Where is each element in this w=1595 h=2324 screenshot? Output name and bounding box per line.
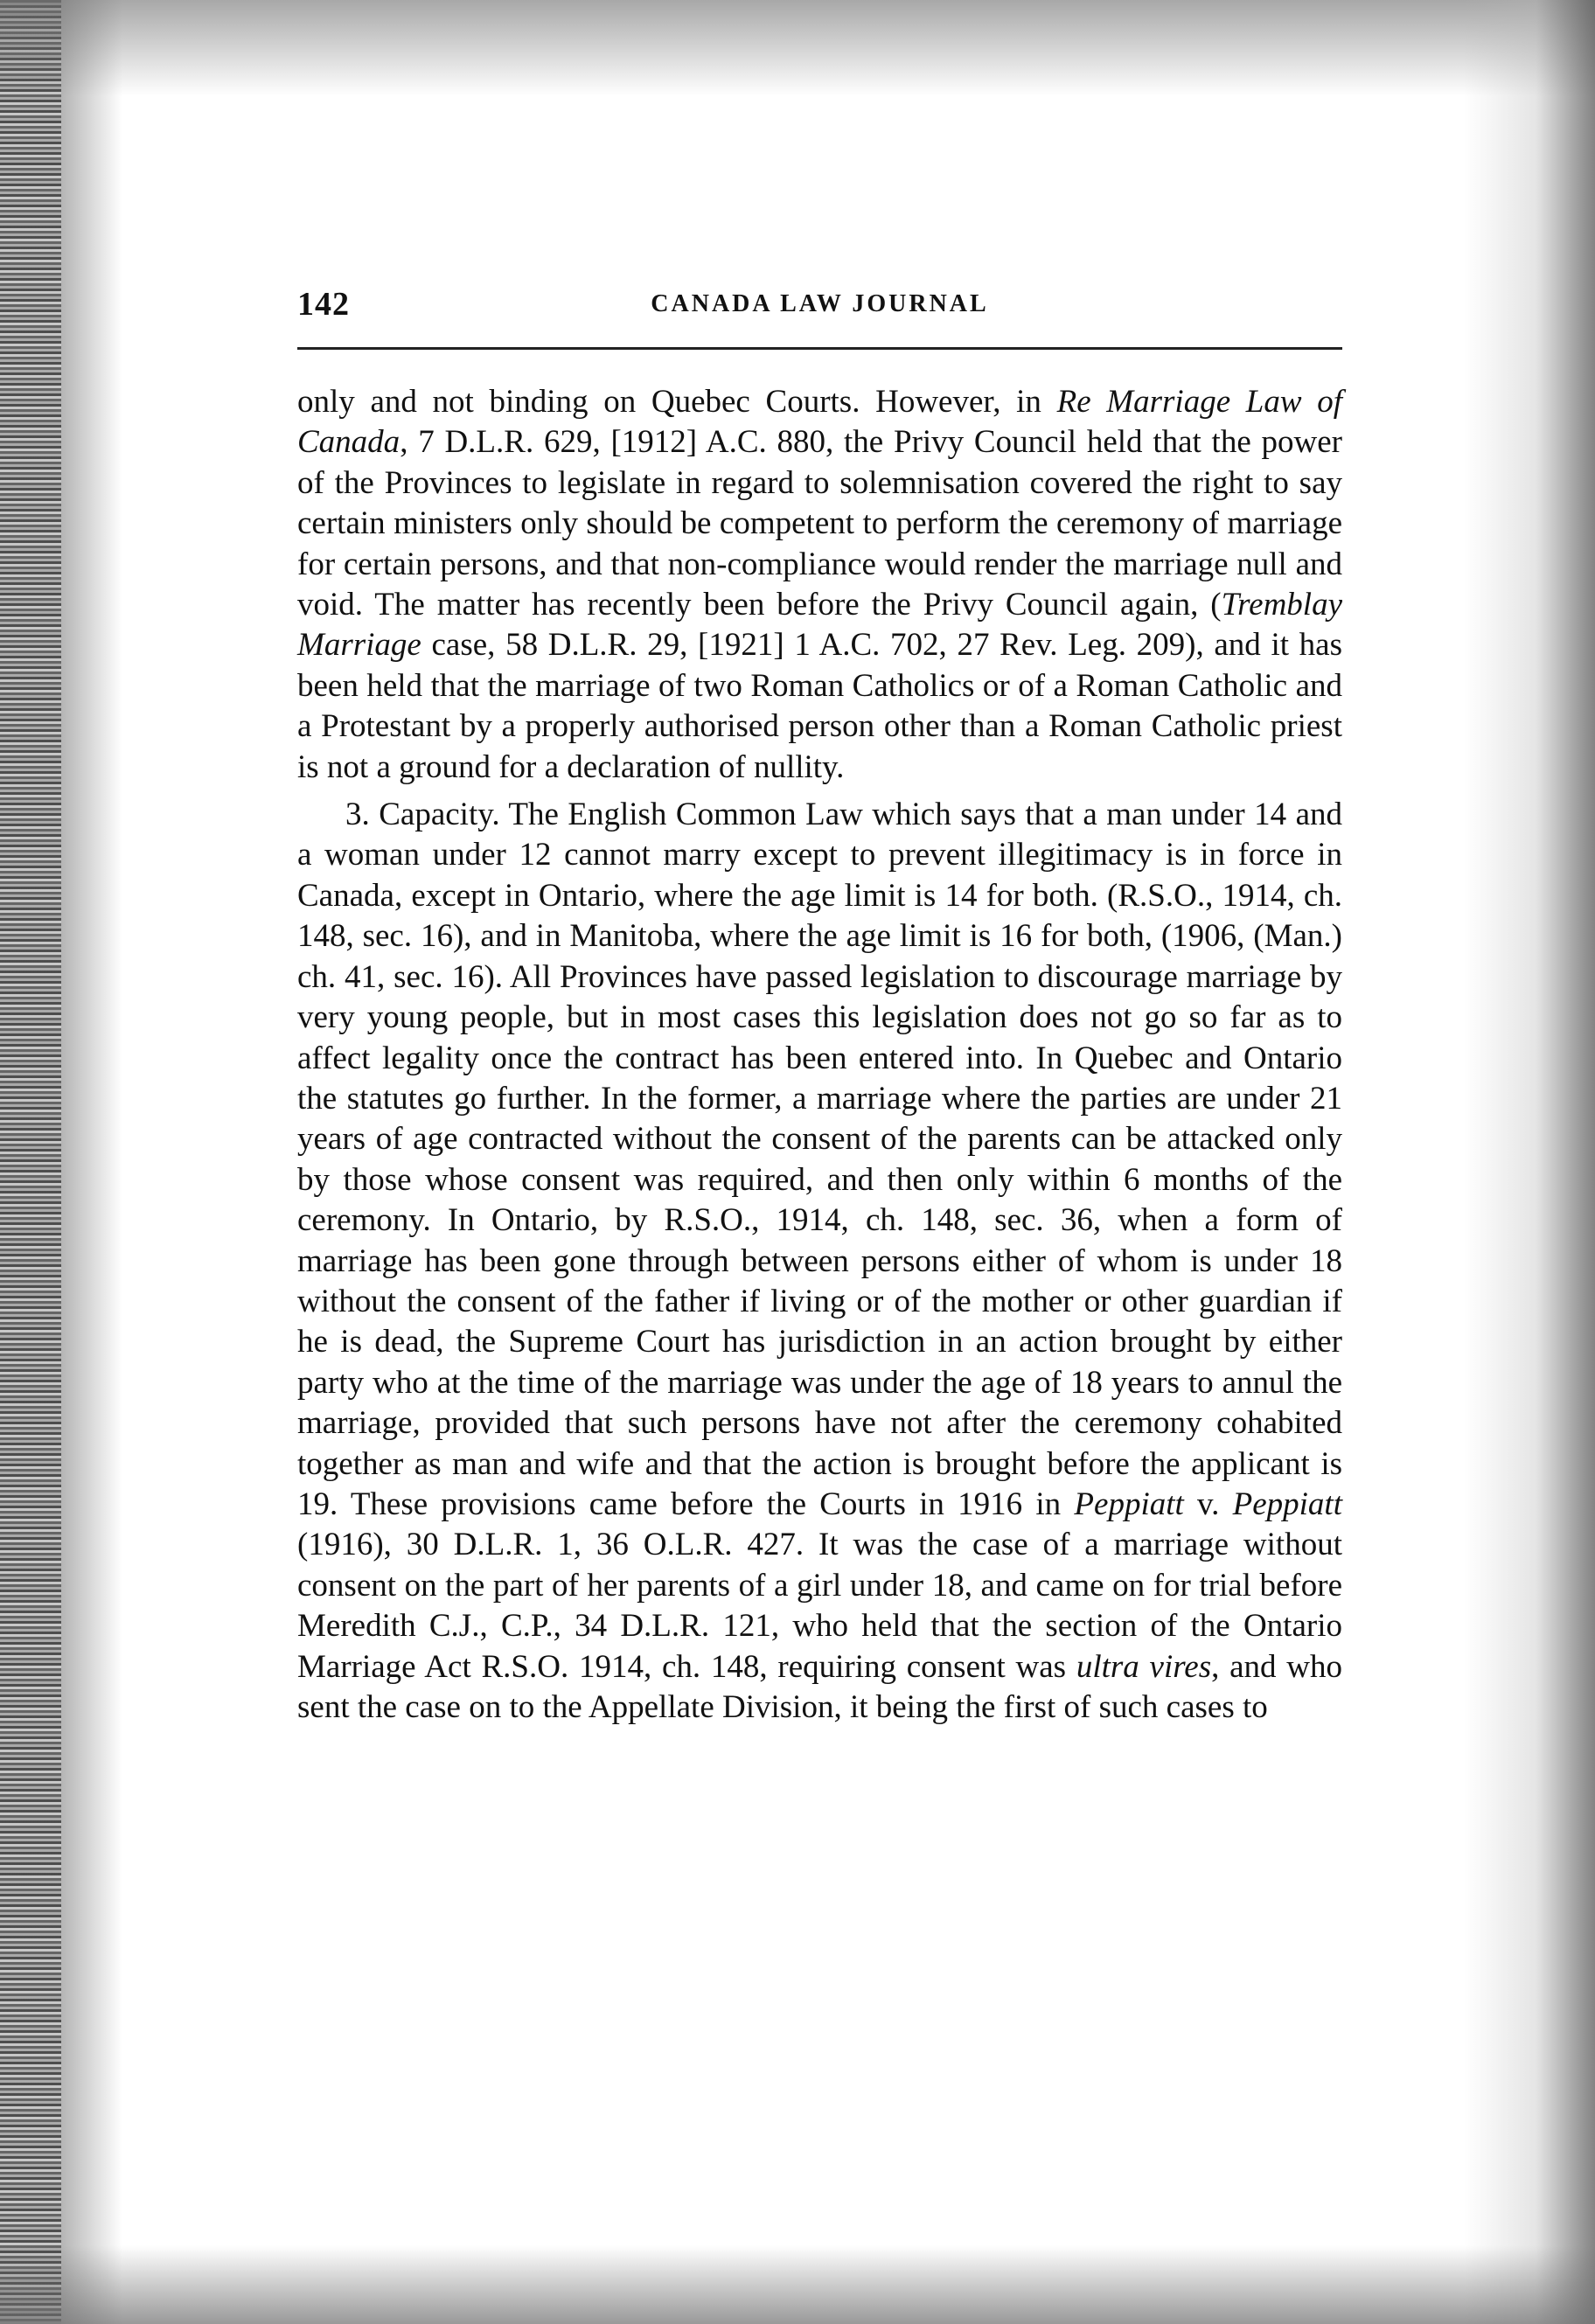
scan-edge-bottom xyxy=(0,2245,1595,2324)
text-run: only and not binding on Quebec Courts. However, in xyxy=(297,384,1057,420)
scan-edge-right xyxy=(1464,0,1595,2324)
scan-shadow-top xyxy=(0,0,1595,96)
text-run: case, 58 D.L.R. 29, [1921] 1 A.C. 702, 27 Rev. Leg. 209), and it has been held that the marriage of two Roman Catholics or of a Roman Catholic and a Protestant by a properly authorised person other than a Roman Catholic priest is not a ground for a declaration of nullity. xyxy=(297,627,1342,785)
page-header xyxy=(297,278,1342,331)
italic-citation: Peppiatt xyxy=(1074,1486,1184,1522)
italic-citation: Tremblay Marriage xyxy=(297,587,1342,664)
text-run: (1916), 30 D.L.R. 1, 36 O.L.R. 427. It was the case of a marriage without consent on the part of her parents of a girl under 18, and came on for trial before Meredith C.J., C.P., 34 D.L.R. 121, who held that the section of the Ontario Marriage Act R.S.O. 1914, ch. 148, requiring consent was xyxy=(297,1527,1342,1685)
italic-citation: ultra vires xyxy=(1076,1648,1212,1685)
body-text xyxy=(297,382,1342,1728)
running-head: CANADA LAW JOURNAL xyxy=(651,290,989,317)
scan-edge-left xyxy=(0,0,61,2324)
page-number: 142 xyxy=(297,286,350,323)
header-rule xyxy=(297,347,1342,350)
text-run: , 7 D.L.R. 629, [1912] A.C. 880, the Privy Council held that the power of the Provinces to legislate in regard to solemnisation covered the right to say certain ministers only should be competent to perform the ceremony of marriage for certain persons, and that non-compliance would render the marriage null and void. The matter has recently been before the Privy Council again, ( xyxy=(297,424,1342,623)
italic-citation: Peppiatt xyxy=(1232,1486,1342,1522)
scan-shadow-left xyxy=(61,0,122,2324)
italic-citation: Re Marriage Law of Canada xyxy=(297,384,1342,461)
text-run: , and who sent the case on to the Appellate Division, it being the first of such cases to xyxy=(297,1648,1342,1725)
paragraph-capacity xyxy=(297,795,1342,1728)
text-run: v. xyxy=(1183,1486,1233,1522)
paragraph-marriage-law xyxy=(297,382,1342,788)
text-run: 3. Capacity. The English Common Law which says that a man under 14 and a woman under 12 cannot marry except to prevent illegitimacy is in force in Canada, except in Ontario, where the age limit is 14 for both. (R.S.O., 1914, ch. 148, sec. 16), and in Manitoba, where the age limit is 16 for both, (1906, (Man.) ch. 41, sec. 16). All Provinces have passed legislation to discourage marriage by very young people, but in most cases this legislation does not go so far as to affect legality once the contract has been entered into. In Quebec and Ontario the statutes go further. In the former, a marriage where the parties are under 21 years of age contracted without the consent of the parents can be attacked only by those whose consent was required, and then only within 6 months of the ceremony. In Ontario, by R.S.O., 1914, ch. 148, sec. 36, when a form of marriage has been gone through between persons either of whom is under 18 without the consent of the father if living or of the mother or other guardian if he is dead, the Supreme Court has jurisdiction in an action brought by either party who at the time of the marriage was under the age of 18 years to annul the marriage, provided that such persons have not after the ceremony cohabited together as man and wife and that the action is brought before the applicant is 19. These provisions came before the Courts in 1916 in xyxy=(297,797,1342,1522)
